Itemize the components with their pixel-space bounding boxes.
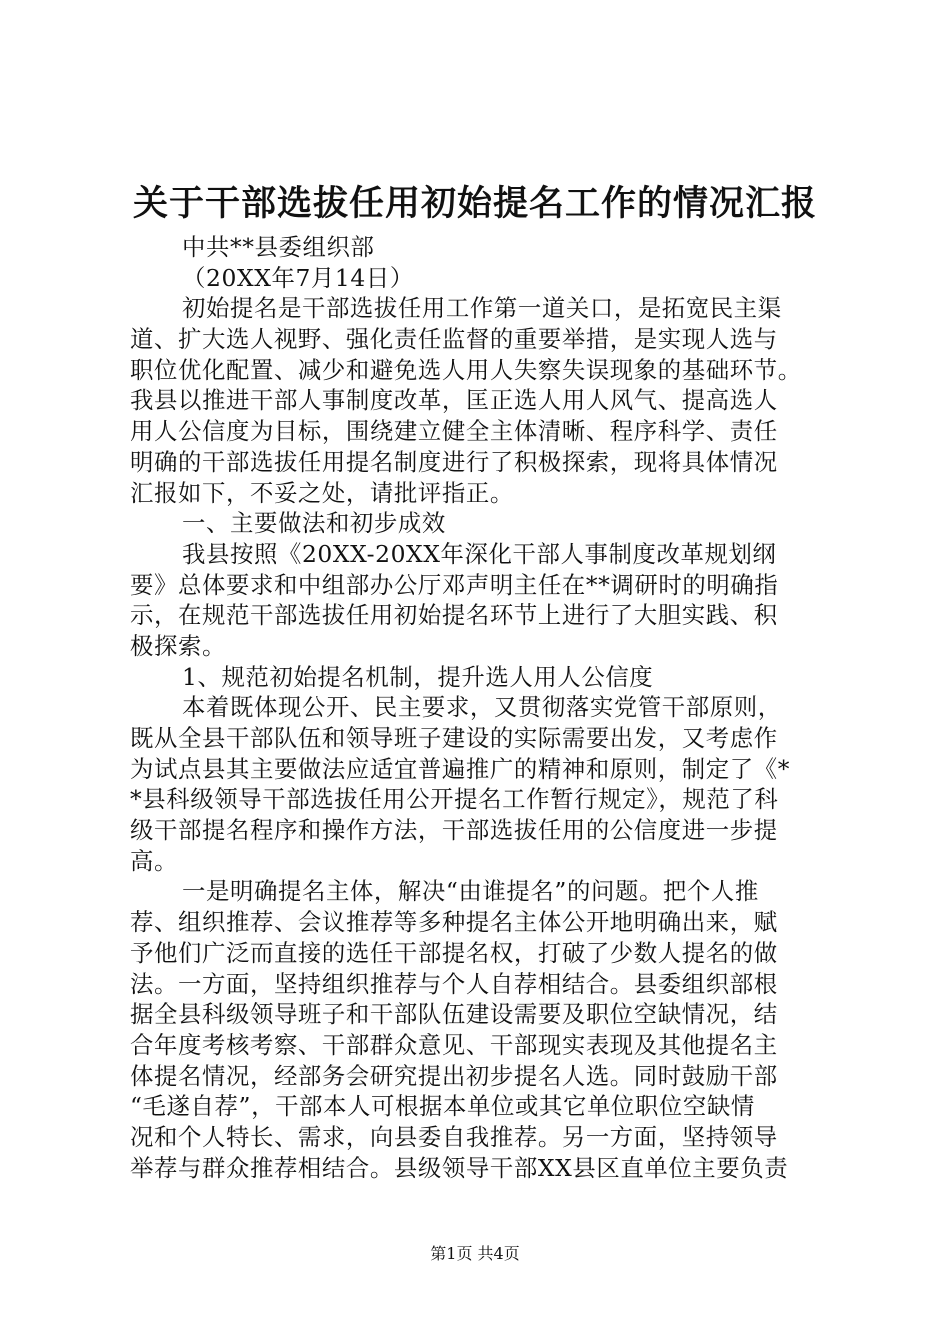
- text-line: 级干部提名程序和操作方法，干部选拔任用的公信度进一步提: [130, 816, 778, 845]
- text-line: 高。: [130, 846, 178, 875]
- text-line: 况和个人特长、需求，向县委自我推荐。另一方面，坚持领导: [130, 1122, 778, 1151]
- text-line: 本着既体现公开、民主要求，又贯彻落实党管干部原则，: [182, 693, 782, 722]
- text-line: 明确的干部选拔任用提名制度进行了积极探索，现将具体情况: [130, 447, 778, 476]
- text-line: 为试点县其主要做法应适宜普遍推广的精神和原则，制定了《*: [130, 754, 791, 783]
- text-line: 一是明确提名主体，解决“由谁提名”的问题。把个人推: [182, 877, 759, 906]
- text-line: 1、规范初始提名机制，提升选人用人公信度: [182, 662, 654, 691]
- text-line: 予他们广泛而直接的选任干部提名权，打破了少数人提名的做: [130, 938, 778, 967]
- page-footer: 第1页 共4页: [430, 1244, 520, 1263]
- text-line: 用人公信度为目标，围绕建立健全主体清晰、程序科学、责任: [130, 417, 778, 446]
- text-line: 道、扩大选人视野、强化责任监督的重要举措，是实现人选与: [130, 325, 778, 354]
- text-line: （20XX年7月14日）: [182, 263, 414, 292]
- text-line: 举荐与群众推荐相结合。县级领导干部XX县区直单位主要负责: [130, 1153, 789, 1182]
- text-line: 合年度考核考察、干部群众意见、干部现实表现及其他提名主: [130, 1030, 778, 1059]
- text-line: 一、主要做法和初步成效: [182, 509, 446, 538]
- text-line: 既从全县干部队伍和领导班子建设的实际需要出发，又考虑作: [130, 724, 778, 752]
- text-line: 我县以推进干部人事制度改革，匡正选人用人风气、提高选人: [130, 386, 778, 415]
- document-title: 关于干部选拔任用初始提名工作的情况汇报: [132, 183, 817, 224]
- text-line: 极探索。: [130, 631, 226, 660]
- text-line: 初始提名是干部选拔任用工作第一道关口，是拓宽民主渠: [182, 294, 782, 323]
- document-body: [130, 232, 835, 1183]
- text-line: 要》总体要求和中组部办公厅邓声明主任在**调研时的明确指: [130, 570, 779, 599]
- text-line: 中共**县委组织部: [182, 233, 375, 261]
- text-line: 体提名情况，经部务会研究提出初步提名人选。同时鼓励干部: [130, 1061, 778, 1090]
- text-line: 荐、组织推荐、会议推荐等多种提名主体公开地明确出来，赋: [130, 908, 778, 937]
- text-line: 法。一方面，坚持组织推荐与个人自荐相结合。县委组织部根: [130, 969, 778, 998]
- text-line: 据全县科级领导班子和干部队伍建设需要及职位空缺情况，结: [130, 1000, 778, 1029]
- text-line: *县科级领导干部选拔任用公开提名工作暂行规定》，规范了科: [130, 785, 779, 814]
- text-line: 我县按照《20XX-20XX年深化干部人事制度改革规划纲: [182, 539, 777, 568]
- text-line: 示，在规范干部选拔任用初始提名环节上进行了大胆实践、积: [130, 601, 778, 630]
- text-line: 汇报如下，不妥之处，请批评指正。: [130, 478, 514, 507]
- text-line: 职位优化配置、减少和避免选人用人失察失误现象的基础环节。: [130, 355, 802, 384]
- text-line: “毛遂自荐”，干部本人可根据本单位或其它单位职位空缺情: [130, 1092, 755, 1121]
